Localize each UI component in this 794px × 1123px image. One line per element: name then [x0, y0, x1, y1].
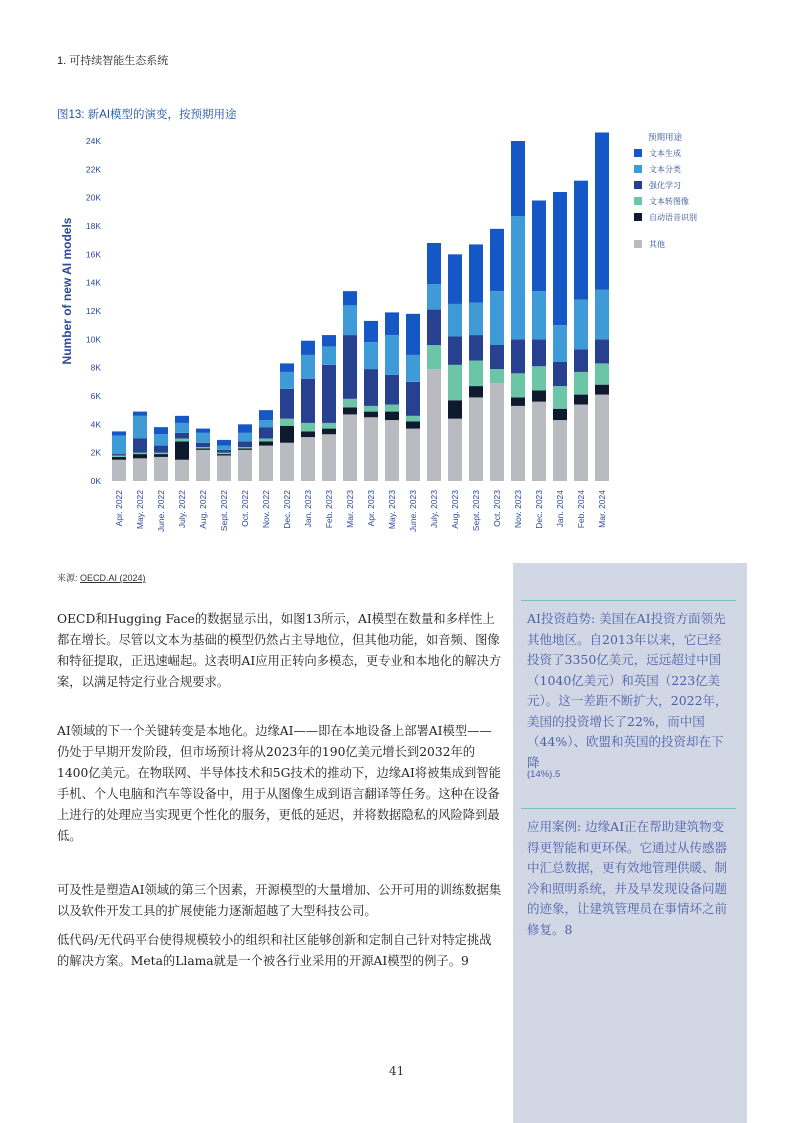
bar-segment — [448, 337, 462, 365]
bar-segment — [574, 405, 588, 482]
bar-segment — [301, 341, 315, 355]
bar-segment — [175, 423, 189, 433]
bar-segment — [511, 141, 525, 216]
y-tick-label: 22K — [85, 164, 101, 175]
x-tick-label: Aug. 2022 — [198, 490, 208, 529]
bar-segment — [259, 410, 273, 420]
bar-segment — [322, 335, 336, 346]
y-tick-label: 4K — [90, 419, 101, 430]
source-prefix: 来源: — [57, 573, 81, 583]
bar-segment — [322, 346, 336, 364]
bar-segment — [280, 372, 294, 389]
bar-segment — [343, 414, 357, 481]
bar-segment — [553, 362, 567, 386]
x-tick-label: Apr. 2022 — [114, 490, 124, 527]
bar-segment — [259, 441, 273, 445]
bar-segment — [532, 390, 546, 401]
bar-segment — [574, 349, 588, 372]
bar-segment — [469, 303, 483, 336]
bar-segment — [259, 427, 273, 438]
bar-segment — [259, 420, 273, 427]
bar-segment — [511, 373, 525, 397]
legend-swatch — [634, 149, 642, 157]
y-tick-label: 12K — [85, 306, 101, 316]
x-tick-label: Feb. 2023 — [324, 490, 334, 529]
bar-segment — [112, 454, 126, 455]
bar-segment — [553, 386, 567, 409]
bar-segment — [406, 355, 420, 382]
y-tick-label: 14K — [85, 277, 101, 288]
bar-segment — [322, 429, 336, 435]
legend-label: 文本生成 — [649, 149, 681, 158]
bar-segment — [322, 423, 336, 429]
bar-segment — [112, 456, 126, 457]
x-tick-label: May. 2023 — [387, 490, 397, 530]
bar-segment — [490, 383, 504, 481]
legend-label: 自动语音识别 — [649, 213, 697, 222]
y-tick-label: 24K — [85, 136, 101, 146]
bar-segment — [511, 216, 525, 339]
bar-segment — [154, 457, 168, 481]
bar-segment — [532, 366, 546, 390]
bar-segment — [448, 365, 462, 400]
bar-segment — [595, 339, 609, 363]
bar-segment — [595, 395, 609, 481]
bar-segment — [196, 429, 210, 433]
bar-segment — [343, 291, 357, 305]
bar-segment — [406, 422, 420, 429]
bar-segment — [196, 443, 210, 447]
bar-segment — [238, 433, 252, 442]
x-tick-label: Oct. 2022 — [240, 490, 250, 527]
x-tick-label: Aug. 2023 — [450, 490, 460, 529]
y-tick-label: 10K — [85, 334, 101, 345]
x-tick-label: Nov. 2023 — [513, 490, 523, 529]
bar-segment — [595, 363, 609, 384]
bar-segment — [217, 453, 231, 454]
bar-segment — [595, 290, 609, 340]
sidebar-rule-top — [521, 600, 736, 601]
bar-segment — [301, 431, 315, 437]
y-tick-label: 20K — [85, 192, 101, 203]
bar-segment — [112, 431, 126, 435]
bar-segment — [280, 363, 294, 372]
bar-segment — [553, 325, 567, 362]
stacked-bar-chart — [0, 120, 794, 560]
bar-segment — [574, 372, 588, 395]
bar-segment — [427, 284, 441, 310]
bar-segment — [532, 201, 546, 292]
bar-segment — [112, 436, 126, 454]
x-tick-label: July. 2022 — [177, 490, 187, 529]
legend-swatch — [634, 197, 642, 205]
bar-segment — [427, 345, 441, 369]
bar-segment — [133, 453, 147, 454]
paragraph-4: 低代码/无代码平台使得规模较小的组织和社区能够创新和定制自己针对特定挑战的解决方案。Meta的Llama就是一个被各行业采用的开源AI模型的例子。9 — [57, 933, 492, 968]
bar-segment — [217, 450, 231, 453]
bar-segment — [511, 397, 525, 406]
bar-segment — [217, 456, 231, 482]
legend-title: 预期用途 — [648, 132, 683, 142]
bar-segment — [196, 433, 210, 443]
bar-segment — [364, 342, 378, 369]
x-tick-label: Oct. 2023 — [492, 490, 502, 527]
bar-segment — [154, 434, 168, 445]
bar-segment — [532, 291, 546, 339]
bar-segment — [112, 457, 126, 460]
figure-source — [57, 571, 146, 584]
y-tick-label: 18K — [85, 221, 101, 231]
bar-segment — [406, 382, 420, 416]
bar-segment — [490, 345, 504, 369]
paragraph-1: OECD和Hugging Face的数据显示出，如图13所示，AI模型在数量和多样性上都在增长。尽管以文本为基础的模型仍然占主导地位，但其他功能，如音频、图像和特征提取，正迅速崛起。这表明AI应用正转向多模态，更专业和本地化的解决方案，以满足特定行业合规要求。 — [57, 612, 502, 689]
bar-segment — [217, 454, 231, 455]
bar-segment — [595, 385, 609, 395]
bar-segment — [448, 400, 462, 418]
bar-segment — [406, 429, 420, 481]
bar-segment — [217, 446, 231, 450]
bar-segment — [175, 439, 189, 442]
bar-segment — [238, 441, 252, 447]
bar-segment — [532, 402, 546, 481]
bar-segment — [406, 416, 420, 422]
x-tick-label: June. 2022 — [156, 490, 166, 533]
legend-label: 其他 — [649, 240, 665, 249]
bar-segment — [364, 417, 378, 481]
sidebar-note: (14%).5 — [527, 769, 561, 780]
x-tick-label: Feb. 2024 — [576, 490, 586, 529]
bar-segment — [238, 424, 252, 433]
x-tick-label: Mar. 2024 — [597, 490, 607, 528]
bar-segment — [448, 419, 462, 481]
y-tick-label: 8K — [90, 362, 101, 373]
bar-segment — [553, 409, 567, 420]
legend-label: 文本分类 — [649, 165, 681, 174]
legend-label: 文本转图像 — [649, 197, 689, 206]
y-axis-title: Number of new AI models — [60, 217, 74, 365]
x-tick-label: Sept. 2023 — [471, 490, 481, 532]
figure-title: 图13: 新AI模型的演变，按预期用途 — [57, 109, 237, 121]
bar-segment — [217, 440, 231, 446]
legend-label: 强化学习 — [649, 181, 681, 190]
bar-segment — [553, 420, 567, 481]
bar-segment — [301, 437, 315, 481]
bar-segment — [322, 434, 336, 481]
paragraph-2: AI领域的下一个关键转变是本地化。边缘AI——即在本地设备上部署AI模型——仍处于早期开发阶段，但市场预计将从2023年的190亿美元增长到2032年的1400亿美元。在物联网、半导体技术和5G技术的推动下，边缘AI将被集成到智能手机、个人电脑和汽车等设备中，用于从图像生成到语言翻译等任务。这种在设备上进行的处理应当实现更个性化的服务，更低的延迟，并将数据隐私的风险降到最低。 — [57, 724, 501, 843]
x-tick-label: July. 2023 — [429, 490, 439, 529]
bar-segment — [196, 447, 210, 448]
bar-segment — [532, 339, 546, 366]
x-tick-label: Jan. 2024 — [555, 490, 565, 528]
bar-segment — [301, 355, 315, 379]
legend-swatch — [634, 165, 642, 173]
bar-segment — [238, 447, 252, 448]
paragraph-3: 可及性是塑造AI领域的第三个因素，开源模型的大量增加、公开可用的训练数据集以及软件开发工具的扩展使能力逐渐超越了大型科技公司。 — [57, 883, 502, 918]
bar-segment — [175, 416, 189, 423]
sidebar-box-investment: AI投资趋势: 美国在AI投资方面领先其他地区。自2013年以来，它已经投资了3350亿美元，远远超过中国（1040亿美元）和英国（223亿美元）。这一差距不断扩大，2022年，美国的投资增长了22%，而中国（44%）、欧盟和英国的投资却在下降 — [527, 611, 728, 770]
bar-segment — [490, 291, 504, 345]
bar-segment — [427, 243, 441, 284]
bar-segment — [364, 369, 378, 406]
bar-segment — [469, 335, 483, 361]
bar-segment — [553, 192, 567, 325]
x-tick-label: May. 2022 — [135, 490, 145, 530]
bar-segment — [448, 254, 462, 304]
bar-segment — [427, 310, 441, 345]
y-tick-label: 16K — [85, 249, 101, 260]
bar-segment — [469, 244, 483, 302]
x-tick-label: Dec. 2022 — [282, 490, 292, 529]
bar-segment — [469, 361, 483, 387]
sidebar-box-application: 应用案例: 边缘AI正在帮助建筑物变得更智能和更环保。它通过从传感器中汇总数据，更有效地管理供暖、制冷和照明系统，并及早发现设备问题的迹象，让建筑管理员在事情坏之前修复。8 — [527, 819, 728, 937]
bar-segment — [385, 312, 399, 335]
sidebar-rule-middle — [521, 808, 736, 809]
bar-segment — [343, 407, 357, 414]
x-tick-label: Mar. 2023 — [345, 490, 355, 528]
bar-segment — [280, 443, 294, 481]
legend-swatch — [634, 181, 642, 189]
x-tick-label: Jan. 2023 — [303, 490, 313, 528]
bar-segment — [196, 448, 210, 449]
bar-segment — [112, 460, 126, 481]
bar-segment — [385, 412, 399, 421]
x-tick-label: Nov. 2022 — [261, 490, 271, 529]
legend-swatch — [634, 213, 642, 221]
y-tick-label: 0K — [90, 476, 101, 486]
bar-segment — [448, 304, 462, 337]
bar-segment — [301, 423, 315, 432]
bar-segment — [154, 453, 168, 454]
bar-segment — [574, 181, 588, 300]
bar-segment — [595, 133, 609, 290]
bar-segment — [385, 420, 399, 481]
bar-segment — [343, 305, 357, 335]
bar-segment — [133, 416, 147, 439]
bar-segment — [364, 406, 378, 412]
bar-segment — [301, 379, 315, 423]
source-link[interactable]: OECD.AI (2024) — [80, 573, 146, 583]
bar-segment — [133, 458, 147, 481]
x-tick-label: Dec. 2023 — [534, 490, 544, 529]
bar-segment — [364, 412, 378, 418]
y-tick-label: 2K — [90, 447, 101, 458]
bar-segment — [511, 339, 525, 373]
bar-segment — [385, 335, 399, 375]
bar-segment — [133, 439, 147, 453]
bar-segment — [574, 395, 588, 405]
legend-swatch — [634, 240, 642, 248]
bar-segment — [259, 446, 273, 481]
bar-segment — [154, 427, 168, 434]
section-header: 1. 可持续智能生态系统 — [57, 55, 169, 67]
bar-segment — [154, 446, 168, 453]
bar-segment — [385, 375, 399, 405]
bar-segment — [343, 335, 357, 399]
bar-segment — [364, 321, 378, 342]
y-tick-label: 6K — [90, 391, 101, 401]
bar-segment — [469, 397, 483, 481]
x-tick-label: June. 2023 — [408, 490, 418, 533]
x-tick-label: Apr. 2023 — [366, 490, 376, 527]
bar-segment — [406, 314, 420, 355]
bar-segment — [196, 450, 210, 481]
bar-segment — [280, 426, 294, 443]
bar-segment — [490, 369, 504, 383]
bar-segment — [574, 300, 588, 350]
bar-segment — [343, 399, 357, 408]
bar-segment — [511, 406, 525, 481]
bar-segment — [175, 460, 189, 481]
bar-segment — [280, 389, 294, 419]
bar-segment — [238, 448, 252, 449]
bar-segment — [490, 229, 504, 291]
bar-segment — [154, 454, 168, 457]
bar-segment — [280, 419, 294, 426]
bar-segment — [385, 405, 399, 412]
x-tick-label: Sept. 2022 — [219, 490, 229, 532]
bar-segment — [133, 454, 147, 458]
bar-segment — [427, 369, 441, 481]
bar-segment — [259, 439, 273, 442]
bar-segment — [322, 365, 336, 423]
page-number: 41 — [389, 1064, 405, 1078]
bar-segment — [238, 450, 252, 481]
bar-segment — [175, 441, 189, 459]
bar-segment — [469, 386, 483, 397]
bar-segment — [175, 433, 189, 439]
bar-segment — [133, 412, 147, 416]
